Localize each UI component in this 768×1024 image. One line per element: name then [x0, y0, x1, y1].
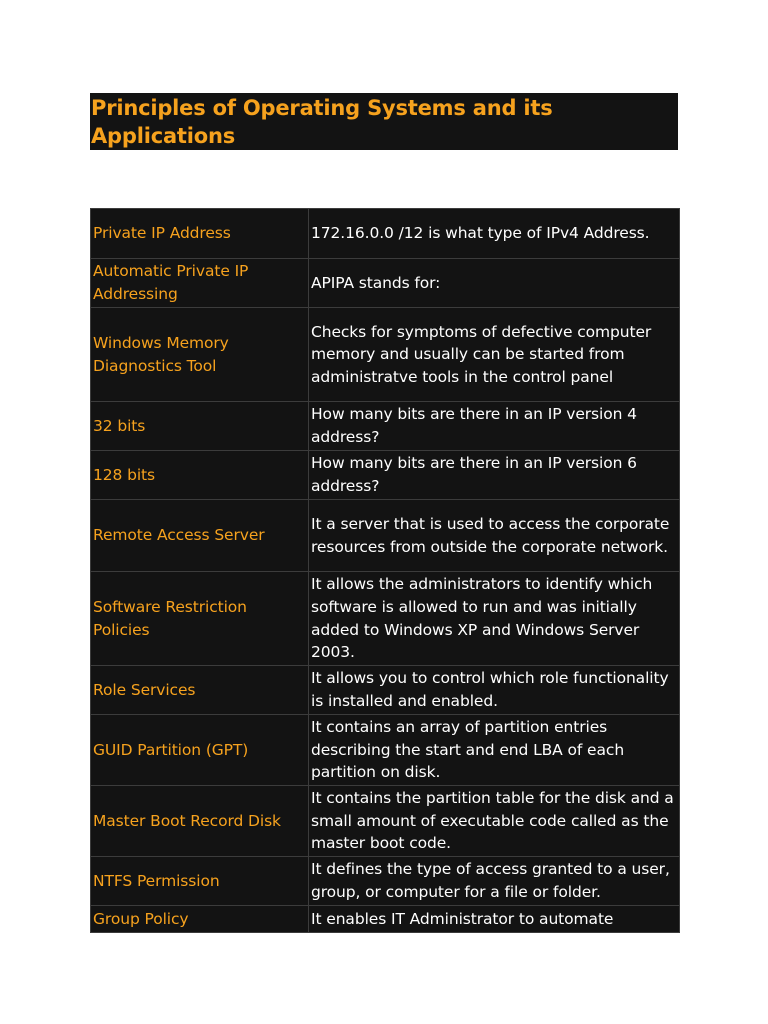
table-row	[91, 857, 680, 906]
title-banner	[90, 93, 678, 150]
table-row	[91, 906, 680, 933]
term-cell: Role Services	[91, 666, 309, 715]
table-row	[91, 786, 680, 857]
term-cell: Master Boot Record Disk	[91, 786, 309, 857]
term-cell: Group Policy	[91, 906, 309, 933]
term-cell: Automatic Private IP Addressing	[91, 259, 309, 308]
table-row	[91, 209, 680, 259]
definition-cell: It defines the type of access granted to a user, group, or computer for a file or folder.	[309, 857, 680, 906]
definition-cell: It contains an array of partition entries describing the start and end LBA of each partition on disk.	[309, 715, 680, 786]
table-row	[91, 666, 680, 715]
table-row	[91, 715, 680, 786]
table-row	[91, 402, 680, 451]
term-cell: GUID Partition (GPT)	[91, 715, 309, 786]
definition-cell: It enables IT Administrator to automate	[309, 906, 680, 933]
table-row	[91, 259, 680, 308]
table-row	[91, 572, 680, 666]
table-row	[91, 308, 680, 402]
page-title: Principles of Operating Systems and its Applications	[91, 96, 553, 148]
term-cell: Remote Access Server	[91, 500, 309, 572]
term-cell: NTFS Permission	[91, 857, 309, 906]
table-row	[91, 451, 680, 500]
definition-cell: How many bits are there in an IP version 6 address?	[309, 451, 680, 500]
term-cell: Windows Memory Diagnostics Tool	[91, 308, 309, 402]
term-cell: Software Restriction Policies	[91, 572, 309, 666]
definition-cell: 172.16.0.0 /12 is what type of IPv4 Address.	[309, 209, 680, 259]
term-cell: Private IP Address	[91, 209, 309, 259]
definition-cell: It allows you to control which role functionality is installed and enabled.	[309, 666, 680, 715]
definition-cell: How many bits are there in an IP version 4 address?	[309, 402, 680, 451]
flashcard-table	[90, 208, 680, 933]
definition-cell: Checks for symptoms of defective computer memory and usually can be started from administratve tools in the control panel	[309, 308, 680, 402]
definition-cell: APIPA stands for:	[309, 259, 680, 308]
definition-cell: It a server that is used to access the corporate resources from outside the corporate network.	[309, 500, 680, 572]
term-cell: 128 bits	[91, 451, 309, 500]
definition-cell: It contains the partition table for the disk and a small amount of executable code called as the master boot code.	[309, 786, 680, 857]
table-row	[91, 500, 680, 572]
definition-cell: It allows the administrators to identify which software is allowed to run and was initially added to Windows XP and Windows Server 2003.	[309, 572, 680, 666]
term-cell: 32 bits	[91, 402, 309, 451]
